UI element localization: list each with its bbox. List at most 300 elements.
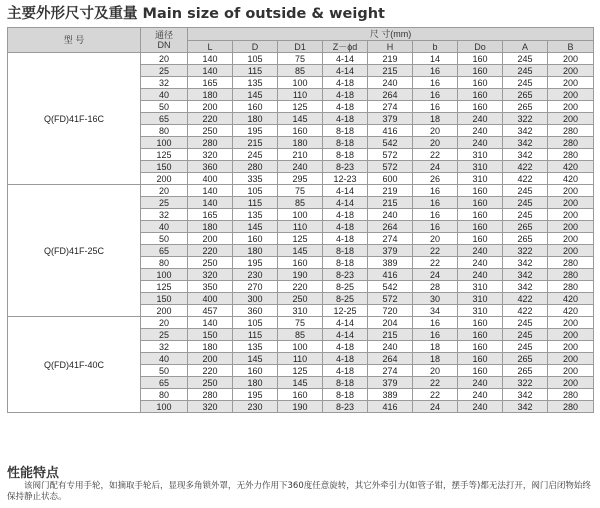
table-cell: 250: [188, 125, 233, 137]
table-cell: 204: [368, 317, 413, 329]
table-cell: 230: [233, 269, 278, 281]
table-cell: 400: [188, 173, 233, 185]
column-header: b: [413, 41, 458, 53]
table-cell: 200: [548, 329, 594, 341]
page-title: 主要外形尺寸及重量 Main size of outside & weight: [7, 6, 385, 22]
table-cell: 20: [413, 233, 458, 245]
table-cell: 8-18: [323, 257, 368, 269]
table-cell: 215: [368, 65, 413, 77]
table-cell: 160: [458, 317, 503, 329]
table-cell: 200: [548, 317, 594, 329]
table-cell: 200: [141, 305, 188, 317]
table-cell: 32: [141, 209, 188, 221]
table-cell: 80: [141, 257, 188, 269]
table-cell: 200: [188, 101, 233, 113]
table-cell: 160: [458, 209, 503, 221]
table-cell: 219: [368, 185, 413, 197]
table-cell: 420: [548, 305, 594, 317]
table-cell: 310: [458, 293, 503, 305]
table-cell: 245: [503, 329, 548, 341]
table-cell: 416: [368, 125, 413, 137]
table-cell: 342: [503, 401, 548, 413]
table-cell: 245: [503, 65, 548, 77]
table-cell: 200: [548, 221, 594, 233]
table-cell: 160: [458, 77, 503, 89]
table-cell: 322: [503, 245, 548, 257]
table-cell: 572: [368, 161, 413, 173]
column-header: H: [368, 41, 413, 53]
table-cell: 28: [413, 281, 458, 293]
table-cell: 379: [368, 245, 413, 257]
table-cell: 280: [548, 149, 594, 161]
dimensions-group-header: 尺 寸(mm): [188, 28, 594, 41]
table-cell: 180: [233, 245, 278, 257]
table-cell: 140: [188, 53, 233, 65]
table-cell: 110: [278, 89, 323, 101]
table-cell: 4-18: [323, 233, 368, 245]
table-cell: 135: [233, 77, 278, 89]
table-cell: 32: [141, 341, 188, 353]
table-cell: 50: [141, 365, 188, 377]
model-header: 型 号: [8, 28, 141, 53]
table-cell: 220: [188, 245, 233, 257]
table-cell: 200: [548, 185, 594, 197]
table-cell: 200: [548, 365, 594, 377]
table-cell: 20: [141, 53, 188, 65]
table-cell: 240: [458, 125, 503, 137]
table-cell: 360: [233, 305, 278, 317]
table-cell: 80: [141, 125, 188, 137]
table-cell: 125: [278, 365, 323, 377]
table-cell: 264: [368, 89, 413, 101]
table-cell: 274: [368, 101, 413, 113]
table-cell: 110: [278, 353, 323, 365]
table-cell: 245: [503, 53, 548, 65]
table-cell: 180: [233, 377, 278, 389]
table-cell: 25: [141, 65, 188, 77]
table-cell: 342: [503, 389, 548, 401]
table-cell: 240: [458, 269, 503, 281]
table-cell: 280: [548, 137, 594, 149]
table-cell: 85: [278, 65, 323, 77]
table-cell: 100: [278, 77, 323, 89]
table-cell: 280: [188, 389, 233, 401]
table-cell: 264: [368, 221, 413, 233]
table-cell: 125: [278, 101, 323, 113]
table-cell: 135: [233, 341, 278, 353]
table-cell: 24: [413, 269, 458, 281]
table-cell: 240: [278, 161, 323, 173]
table-cell: 310: [458, 281, 503, 293]
table-cell: 200: [188, 233, 233, 245]
table-cell: 350: [188, 281, 233, 293]
table-cell: 100: [278, 341, 323, 353]
table-cell: 26: [413, 173, 458, 185]
table-cell: 4-18: [323, 365, 368, 377]
table-cell: 160: [458, 65, 503, 77]
table-cell: 4-14: [323, 317, 368, 329]
table-cell: 265: [503, 221, 548, 233]
table-cell: 274: [368, 233, 413, 245]
table-cell: 100: [278, 209, 323, 221]
table-cell: 180: [278, 137, 323, 149]
column-header: D1: [278, 41, 323, 53]
table-cell: 22: [413, 257, 458, 269]
table-cell: 320: [188, 401, 233, 413]
table-cell: 4-18: [323, 101, 368, 113]
table-cell: 65: [141, 377, 188, 389]
table-cell: 200: [548, 377, 594, 389]
dimensions-table: [7, 27, 594, 413]
table-cell: 160: [458, 53, 503, 65]
table-cell: 310: [458, 305, 503, 317]
table-cell: 300: [233, 293, 278, 305]
table-cell: 140: [188, 65, 233, 77]
table-cell: 342: [503, 125, 548, 137]
table-cell: 4-18: [323, 353, 368, 365]
table-cell: 145: [278, 377, 323, 389]
table-row: [8, 53, 594, 65]
table-cell: 145: [233, 89, 278, 101]
table-cell: 342: [503, 269, 548, 281]
table-cell: 180: [188, 341, 233, 353]
table-cell: 160: [458, 197, 503, 209]
table-cell: 8-18: [323, 245, 368, 257]
table-cell: 310: [458, 149, 503, 161]
table-cell: 320: [188, 269, 233, 281]
table-cell: 240: [458, 389, 503, 401]
table-cell: 542: [368, 281, 413, 293]
table-cell: 220: [188, 365, 233, 377]
table-cell: 145: [233, 221, 278, 233]
table-cell: 265: [503, 353, 548, 365]
table-cell: 80: [141, 389, 188, 401]
table-cell: 180: [188, 89, 233, 101]
table-cell: 422: [503, 305, 548, 317]
table-cell: 115: [233, 197, 278, 209]
table-cell: 265: [503, 233, 548, 245]
table-cell: 400: [188, 293, 233, 305]
table-cell: 389: [368, 257, 413, 269]
table-cell: 105: [233, 53, 278, 65]
table-cell: 220: [188, 113, 233, 125]
table-cell: 245: [503, 317, 548, 329]
table-cell: 140: [188, 185, 233, 197]
table-cell: 32: [141, 77, 188, 89]
table-cell: 115: [233, 329, 278, 341]
table-cell: 416: [368, 269, 413, 281]
table-cell: 105: [233, 317, 278, 329]
table-cell: 240: [368, 77, 413, 89]
table-cell: 280: [548, 125, 594, 137]
table-cell: 16: [413, 101, 458, 113]
table-cell: 215: [368, 329, 413, 341]
table-cell: 8-23: [323, 161, 368, 173]
table-cell: 24: [413, 161, 458, 173]
table-cell: 18: [413, 353, 458, 365]
table-cell: 135: [233, 209, 278, 221]
table-cell: 100: [141, 137, 188, 149]
table-cell: 310: [458, 173, 503, 185]
table-cell: 165: [188, 209, 233, 221]
table-cell: 215: [233, 137, 278, 149]
table-cell: 150: [188, 329, 233, 341]
table-cell: 160: [278, 389, 323, 401]
table-cell: 280: [548, 389, 594, 401]
table-cell: 190: [278, 401, 323, 413]
table-cell: 18: [413, 113, 458, 125]
table-cell: 8-18: [323, 389, 368, 401]
table-cell: 210: [278, 149, 323, 161]
table-cell: 457: [188, 305, 233, 317]
table-cell: 200: [548, 233, 594, 245]
column-header: D: [233, 41, 278, 53]
table-cell: 240: [458, 137, 503, 149]
table-cell: 16: [413, 77, 458, 89]
table-cell: 200: [548, 245, 594, 257]
table-cell: 8-18: [323, 137, 368, 149]
table-cell: 200: [548, 77, 594, 89]
table-cell: 265: [503, 89, 548, 101]
table-cell: 160: [233, 365, 278, 377]
table-cell: 16: [413, 89, 458, 101]
table-cell: 280: [548, 401, 594, 413]
table-cell: 4-14: [323, 329, 368, 341]
table-cell: 322: [503, 113, 548, 125]
table-cell: 310: [458, 161, 503, 173]
table-cell: 270: [233, 281, 278, 293]
table-cell: 265: [503, 365, 548, 377]
dn-header: 通径 DN: [141, 28, 188, 53]
table-cell: 280: [548, 269, 594, 281]
table-cell: 16: [413, 185, 458, 197]
table-cell: 240: [458, 377, 503, 389]
table-cell: 245: [233, 149, 278, 161]
column-header: Do: [458, 41, 503, 53]
table-cell: 40: [141, 353, 188, 365]
table-cell: 160: [458, 353, 503, 365]
table-cell: 335: [233, 173, 278, 185]
table-cell: 8-18: [323, 125, 368, 137]
table-cell: 245: [503, 77, 548, 89]
model-name-cell: Q(FD)41F-25C: [8, 185, 141, 317]
table-cell: 160: [458, 185, 503, 197]
table-cell: 22: [413, 245, 458, 257]
table-cell: 8-25: [323, 281, 368, 293]
table-cell: 20: [413, 137, 458, 149]
table-cell: 20: [413, 125, 458, 137]
table-cell: 125: [278, 233, 323, 245]
table-cell: 240: [368, 209, 413, 221]
table-cell: 8-25: [323, 293, 368, 305]
features-text: 该阀门配有专用手轮，如摘取手轮后，显现多角锁外罩，无外力作用下360度任意旋转，其它外牵引力(如管子钳，摆手等)都无法打开，阀门启闭物始终保持静止状态。: [7, 481, 591, 502]
table-cell: 22: [413, 149, 458, 161]
table-cell: 25: [141, 329, 188, 341]
table-cell: 219: [368, 53, 413, 65]
table-cell: 240: [458, 113, 503, 125]
table-cell: 125: [141, 149, 188, 161]
table-cell: 18: [413, 341, 458, 353]
table-cell: 20: [141, 185, 188, 197]
table-cell: 34: [413, 305, 458, 317]
table-cell: 16: [413, 317, 458, 329]
table-cell: 240: [458, 401, 503, 413]
table-cell: 30: [413, 293, 458, 305]
table-cell: 295: [278, 173, 323, 185]
table-cell: 85: [278, 329, 323, 341]
table-cell: 200: [548, 101, 594, 113]
table-cell: 24: [413, 401, 458, 413]
table-cell: 160: [458, 221, 503, 233]
table-cell: 8-23: [323, 401, 368, 413]
table-cell: 245: [503, 197, 548, 209]
table-cell: 342: [503, 281, 548, 293]
table-cell: 245: [503, 185, 548, 197]
column-header: L: [188, 41, 233, 53]
table-cell: 4-18: [323, 113, 368, 125]
table-cell: 75: [278, 185, 323, 197]
table-cell: 160: [458, 89, 503, 101]
table-cell: 264: [368, 353, 413, 365]
table-cell: 40: [141, 221, 188, 233]
table-cell: 250: [188, 257, 233, 269]
model-name-cell: Q(FD)41F-16C: [8, 53, 141, 185]
table-cell: 342: [503, 257, 548, 269]
table-cell: 360: [188, 161, 233, 173]
table-cell: 16: [413, 65, 458, 77]
table-cell: 22: [413, 377, 458, 389]
table-cell: 572: [368, 149, 413, 161]
table-cell: 14: [413, 53, 458, 65]
table-cell: 200: [548, 113, 594, 125]
table-cell: 422: [503, 161, 548, 173]
table-cell: 65: [141, 245, 188, 257]
column-header: A: [503, 41, 548, 53]
table-cell: 572: [368, 293, 413, 305]
table-cell: 180: [188, 221, 233, 233]
table-cell: 20: [413, 365, 458, 377]
table-cell: 16: [413, 209, 458, 221]
table-cell: 280: [233, 161, 278, 173]
table-cell: 240: [368, 341, 413, 353]
table-cell: 85: [278, 197, 323, 209]
features-title: 性能特点: [7, 466, 60, 481]
table-cell: 250: [188, 377, 233, 389]
table-cell: 4-18: [323, 89, 368, 101]
table-cell: 195: [233, 257, 278, 269]
table-cell: 265: [503, 101, 548, 113]
table-cell: 140: [188, 317, 233, 329]
table-cell: 8-18: [323, 149, 368, 161]
table-cell: 280: [548, 281, 594, 293]
table-cell: 160: [233, 101, 278, 113]
table-cell: 145: [278, 113, 323, 125]
table-cell: 195: [233, 389, 278, 401]
table-cell: 4-14: [323, 185, 368, 197]
table-cell: 200: [548, 53, 594, 65]
table-cell: 195: [233, 125, 278, 137]
table-cell: 310: [278, 305, 323, 317]
table-cell: 200: [188, 353, 233, 365]
table-cell: 274: [368, 365, 413, 377]
table-row: [8, 185, 594, 197]
table-cell: 25: [141, 197, 188, 209]
table-cell: 100: [141, 401, 188, 413]
table-cell: 8-18: [323, 377, 368, 389]
table-cell: 16: [413, 221, 458, 233]
table-cell: 160: [458, 101, 503, 113]
table-cell: 240: [458, 245, 503, 257]
table-cell: 50: [141, 101, 188, 113]
table-cell: 65: [141, 113, 188, 125]
table-cell: 16: [413, 197, 458, 209]
table-cell: 422: [503, 173, 548, 185]
table-cell: 342: [503, 137, 548, 149]
column-header: B: [548, 41, 594, 53]
table-cell: 420: [548, 173, 594, 185]
table-cell: 150: [141, 161, 188, 173]
table-cell: 720: [368, 305, 413, 317]
table-cell: 416: [368, 401, 413, 413]
table-cell: 200: [548, 209, 594, 221]
table-cell: 422: [503, 293, 548, 305]
table-cell: 245: [503, 209, 548, 221]
table-cell: 200: [141, 173, 188, 185]
table-cell: 145: [278, 245, 323, 257]
table-cell: 160: [458, 341, 503, 353]
table-cell: 245: [503, 341, 548, 353]
table-cell: 322: [503, 377, 548, 389]
table-cell: 22: [413, 389, 458, 401]
table-cell: 180: [233, 113, 278, 125]
table-cell: 145: [233, 353, 278, 365]
table-cell: 16: [413, 329, 458, 341]
table-cell: 320: [188, 149, 233, 161]
table-cell: 12-25: [323, 305, 368, 317]
table-cell: 4-18: [323, 221, 368, 233]
table-cell: 389: [368, 389, 413, 401]
table-cell: 4-14: [323, 197, 368, 209]
table-cell: 190: [278, 269, 323, 281]
table-cell: 200: [548, 65, 594, 77]
table-cell: 240: [458, 257, 503, 269]
column-header: Z－ϕd: [323, 41, 368, 53]
table-cell: 165: [188, 77, 233, 89]
table-cell: 75: [278, 317, 323, 329]
table-cell: 420: [548, 293, 594, 305]
table-cell: 110: [278, 221, 323, 233]
table-cell: 160: [278, 257, 323, 269]
table-cell: 220: [278, 281, 323, 293]
table-cell: 4-18: [323, 209, 368, 221]
table-cell: 542: [368, 137, 413, 149]
table-cell: 200: [548, 89, 594, 101]
table-cell: 8-23: [323, 269, 368, 281]
table-cell: 75: [278, 53, 323, 65]
table-cell: 200: [548, 341, 594, 353]
table-cell: 200: [548, 353, 594, 365]
table-cell: 280: [548, 257, 594, 269]
table-cell: 160: [458, 233, 503, 245]
table-cell: 215: [368, 197, 413, 209]
table-cell: 230: [233, 401, 278, 413]
table-cell: 160: [278, 125, 323, 137]
table-cell: 12-23: [323, 173, 368, 185]
table-cell: 4-14: [323, 53, 368, 65]
table-cell: 342: [503, 149, 548, 161]
table-cell: 4-14: [323, 65, 368, 77]
table-cell: 150: [141, 293, 188, 305]
